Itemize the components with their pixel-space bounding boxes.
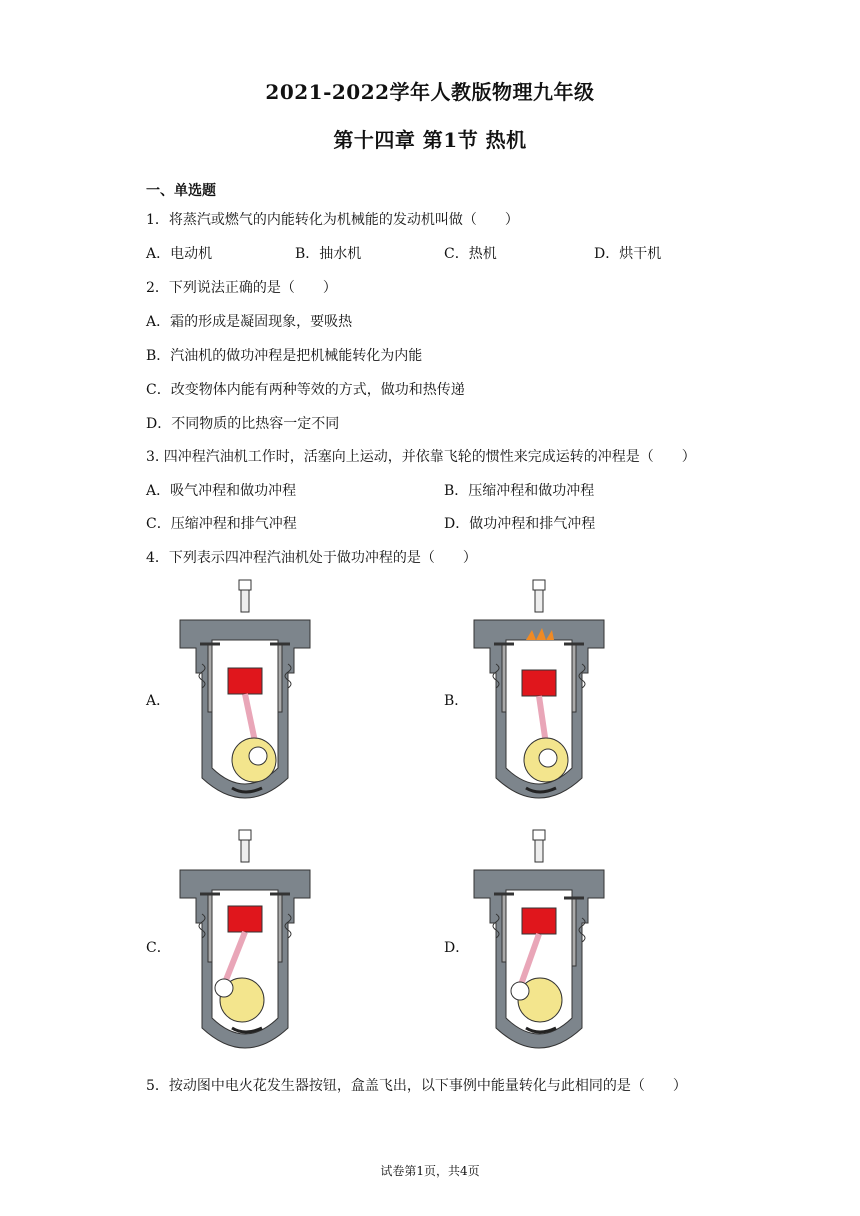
- question-4-option-d-label[interactable]: D．: [444, 940, 470, 956]
- question-4-option-b-label[interactable]: B．: [444, 693, 469, 709]
- page-title: 2021-2022学年人教版物理九年级: [265, 80, 595, 104]
- page-footer: 试卷第1页，共4页: [380, 1164, 480, 1178]
- question-3-option-c[interactable]: C．压缩冲程和排气冲程: [146, 516, 297, 532]
- question-1-option-c[interactable]: C．热机: [444, 246, 497, 262]
- section-heading: 一、单选题: [146, 183, 216, 199]
- question-3-option-a[interactable]: A．吸气冲程和做功冲程: [146, 483, 297, 499]
- engine-diagram-c[interactable]: [172, 828, 318, 1063]
- question-1-option-d[interactable]: D．烘干机: [594, 246, 662, 262]
- question-4-option-a-label[interactable]: A．: [146, 693, 171, 709]
- question-5-stem: 5．按动图中电火花发生器按钮，盒盖飞出，以下事例中能量转化与此相同的是（ ）: [146, 1078, 687, 1094]
- engine-diagram-d[interactable]: [466, 828, 612, 1063]
- question-2-option-a[interactable]: A．霜的形成是凝固现象，要吸热: [146, 314, 353, 330]
- question-1-option-b[interactable]: B．抽水机: [295, 246, 362, 262]
- question-1-option-a[interactable]: A．电动机: [146, 246, 213, 262]
- question-2-stem: 2．下列说法正确的是（ ）: [146, 280, 337, 296]
- question-4-stem: 4．下列表示四冲程汽油机处于做功冲程的是（ ）: [146, 550, 477, 566]
- question-2-option-d[interactable]: D．不同物质的比热容一定不同: [146, 416, 340, 432]
- question-4-option-c-label[interactable]: C．: [146, 940, 171, 956]
- page-subtitle: 第十四章 第1节 热机: [333, 128, 527, 152]
- engine-diagram-a[interactable]: [172, 578, 318, 813]
- question-2-option-c[interactable]: C．改变物体内能有两种等效的方式，做功和热传递: [146, 382, 465, 398]
- question-1-stem: 1．将蒸汽或燃气的内能转化为机械能的发动机叫做（ ）: [146, 212, 519, 228]
- engine-diagram-b[interactable]: [466, 578, 612, 813]
- question-3-option-d[interactable]: D．做功冲程和排气冲程: [444, 516, 596, 532]
- question-2-option-b[interactable]: B．汽油机的做功冲程是把机械能转化为内能: [146, 348, 423, 364]
- question-3-option-b[interactable]: B．压缩冲程和做功冲程: [444, 483, 595, 499]
- question-3-stem: 3. 四冲程汽油机工作时，活塞向上运动，并依靠飞轮的惯性来完成运转的冲程是（ ）: [146, 449, 696, 465]
